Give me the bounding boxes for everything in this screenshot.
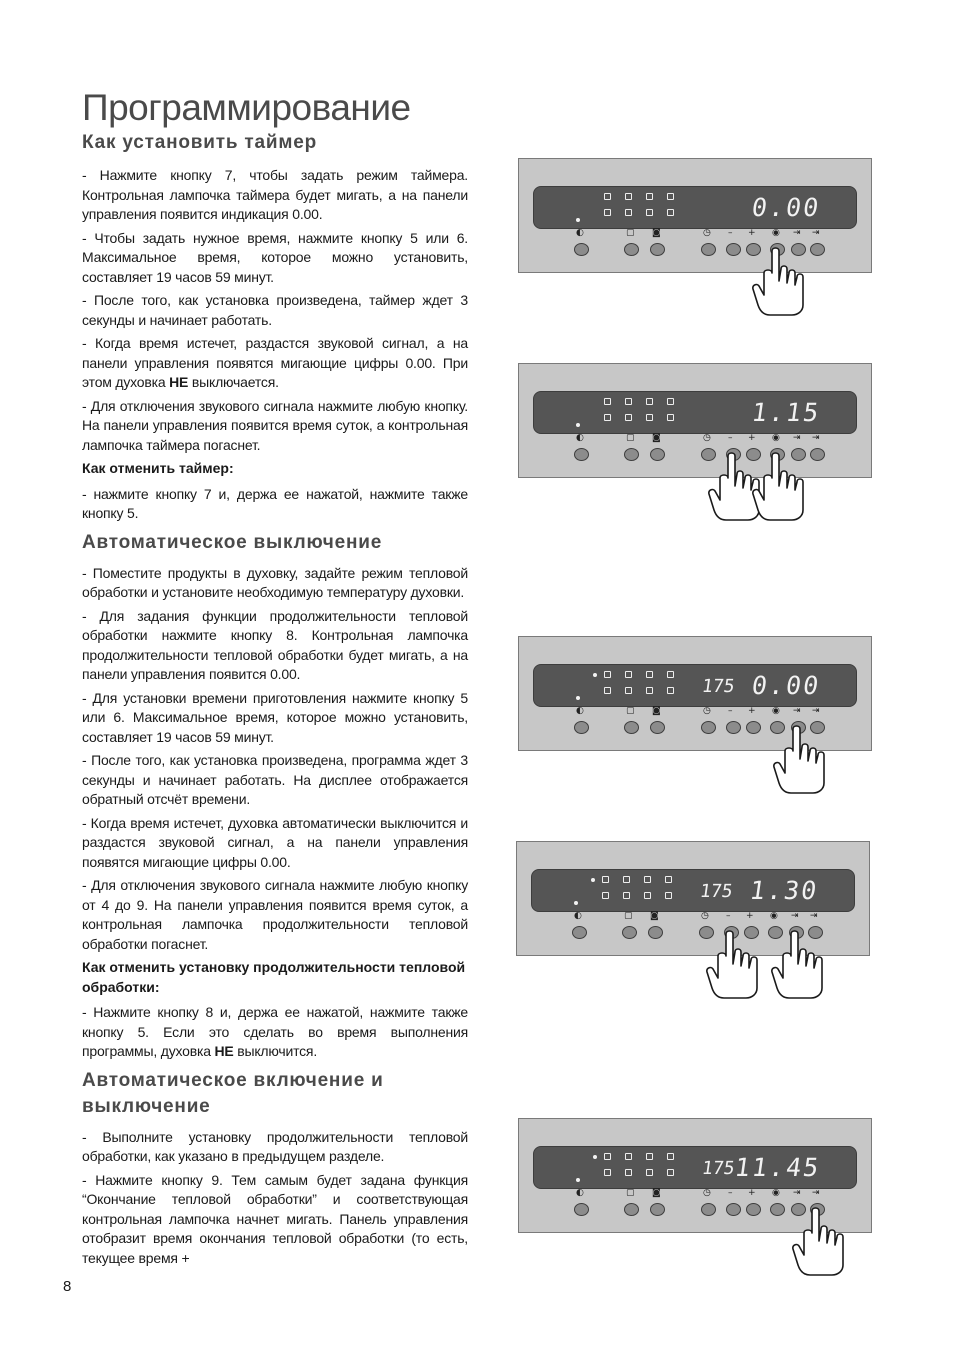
button-symbol: ◷ [703,706,711,716]
mode-icon [646,671,653,678]
button-symbol: ▢ [626,1188,635,1198]
mode-icon [625,398,632,405]
mode-icon [604,671,611,678]
section-heading-auto-on-off: Автоматическое включение и выключение [82,1069,384,1117]
mode-icon [646,1153,653,1160]
panel-button [701,243,716,256]
button-symbol: ◉ [772,228,780,238]
panel-button [624,1203,639,1216]
button-symbol: ◉ [772,706,780,716]
button-symbol: ⇥ [791,911,799,921]
paragraph: - Поместите продукты в духовку, задайте режим тепловой обработки и установите необходимую температуру духовки. [82,564,468,600]
paragraph: - нажмите кнопку 7 и, держа ее нажатой, нажмите также кнопку 5. [82,485,468,521]
panel-button [574,448,589,461]
page-number: 8 [63,1278,72,1295]
time-readout: 0.00 [749,671,823,700]
paragraph: - Нажмите кнопку 8 и, держа ее нажатой, нажмите также кнопку 5. Если это сделать во время выполнения программы, духовка НЕ выключится. [82,1004,468,1059]
paragraph: - Нажмите кнопку 9. Тем самым будет задана функция “Окончание тепловой обработки” и соответствующая контрольная лампочка начнет мигать. Панель управления отобразит время окончания тепловой обработки (то есть, текущее время + [82,1171,468,1266]
indicator-dot [574,901,578,905]
button-symbol: ◙ [652,228,661,238]
paragraph: - Для отключения звукового сигнала нажмите любую кнопку. На панели управления появится время суток, а контрольная лампочка таймера погаснет. [82,397,468,453]
pointing-hand-icon [752,452,804,522]
section-heading-timer: Как установить таймер [82,132,318,153]
paragraph: - Когда время истечет, раздастся звуковой сигнал, а на панели управления появятся мигающие цифры 0.00. При этом духовка НЕ выключается. [82,335,468,390]
temperature-readout: 175 [700,676,736,697]
mode-icon [604,687,611,694]
panel-button [726,1203,741,1216]
button-symbol: – [728,706,733,716]
mode-icon [623,876,630,883]
button-symbol: ◙ [652,433,661,443]
button-symbol: ◉ [770,911,778,921]
subheading-cancel-timer: Как отменить таймер: [82,460,234,476]
mode-icon [604,398,611,405]
display-screen [533,1146,857,1189]
indicator-dot [576,1178,580,1182]
mode-icon [667,209,674,216]
panel-button [701,721,716,734]
mode-icon [604,209,611,216]
paragraph: - После того, как установка произведена, программа ждет 3 секунды и начинает работать. На дисплее отображается обратный отсчёт времени. [82,752,468,807]
button-symbol: – [728,228,733,238]
panel-button [650,721,665,734]
panel-button [746,721,761,734]
oven-panel [518,1118,872,1233]
button-symbol: + [748,706,756,716]
oven-panel [518,636,872,751]
button-symbol: ▢ [624,911,633,921]
panel-button [648,926,663,939]
button-symbol: ◷ [703,228,711,238]
panel-button [726,243,741,256]
button-symbol: ◙ [650,911,659,921]
mode-icon [667,414,674,421]
paragraph: - Нажмите кнопку 7, чтобы задать режим таймера. Контрольная лампочка таймера будет мигать, а на панели управления появится индикация 0.00. [82,167,468,222]
time-readout: 1.30 [747,876,821,905]
display-screen [531,869,855,912]
oven-panel [518,158,872,273]
pointing-hand-icon [773,725,825,795]
button-symbol: ⇥ [812,1188,820,1198]
mode-icon [646,209,653,216]
button-symbol: ◐ [576,433,584,443]
indicator-dot [593,673,597,677]
button-symbol: ▢ [626,706,635,716]
mode-icon [646,687,653,694]
time-readout: 11.45 [732,1153,823,1182]
mode-icon [646,414,653,421]
panel-button [650,448,665,461]
button-symbol: + [748,1188,756,1198]
display-screen [533,186,857,229]
mode-icon [625,671,632,678]
button-symbol: ◙ [652,1188,661,1198]
mode-icon [625,1153,632,1160]
mode-icon [646,398,653,405]
pointing-hand-icon [752,247,804,317]
pointing-hand-icon [706,930,758,1000]
paragraph: - Чтобы задать нужное время, нажмите кнопку 5 или 6. Максимальное время, которое можно установить, составляет 19 часов 59 минут. [82,229,468,285]
mode-icon [667,1169,674,1176]
panel-button [624,721,639,734]
temperature-readout: 175 [700,1158,736,1179]
button-symbol: + [746,911,754,921]
display-screen [533,664,857,707]
button-symbol: ⇥ [812,706,820,716]
button-symbol: ◷ [701,911,709,921]
button-symbol: ◷ [703,433,711,443]
button-symbol: ⇥ [793,1188,801,1198]
panel-button [726,721,741,734]
subheading-cancel-duration: Как отменить установку продолжительности тепловой обработки: [82,959,466,995]
button-symbol: ⇥ [793,433,801,443]
oven-panel [518,363,872,478]
indicator-dot [576,696,580,700]
mode-icon [604,193,611,200]
button-symbol: ⇥ [793,706,801,716]
temperature-readout: 175 [698,881,734,902]
mode-icon [646,193,653,200]
button-symbol: ◐ [574,911,582,921]
paragraph: - После того, как установка произведена, таймер ждет 3 секунды и начинает работать. [82,292,468,328]
indicator-dot [576,218,580,222]
text-column [82,88,468,1272]
panel-button [574,243,589,256]
panel-button [624,243,639,256]
mode-icon [667,671,674,678]
button-symbol: ◉ [772,1188,780,1198]
time-readout: 1.15 [749,398,823,427]
mode-icon [625,687,632,694]
panel-button [701,1203,716,1216]
paragraph: - Для отключения звукового сигнала нажмите любую кнопку от 4 до 9. На панели управления появится время суток, а контрольная лампочка продолжительности тепловой обработки погаснет. [82,877,468,952]
pointing-hand-icon [792,1207,844,1277]
panel-button [574,721,589,734]
mode-icon [625,209,632,216]
panel-button [650,243,665,256]
mode-icon [604,414,611,421]
button-symbol: ▢ [626,228,635,238]
mode-icon [644,876,651,883]
mode-icon [625,1169,632,1176]
mode-icon [602,892,609,899]
paragraph: - Когда время истечет, духовка автоматически выключится и раздастся звуковой сигнал, а на панели управления появятся мигающие цифры 0.00. [82,814,468,870]
indicator-dot [591,878,595,882]
mode-icon [644,892,651,899]
button-symbol: ◙ [652,706,661,716]
pointing-hand-icon [771,930,823,1000]
mode-icon [604,1169,611,1176]
button-symbol: ◐ [576,1188,584,1198]
indicator-dot [593,1155,597,1159]
panel-button [574,1203,589,1216]
panel-button [770,1203,785,1216]
button-symbol: ⇥ [812,228,820,238]
button-symbol: ◷ [703,1188,711,1198]
panel-button [624,448,639,461]
button-symbol: ◉ [772,433,780,443]
mode-icon [625,414,632,421]
panel-button [810,448,825,461]
panel-button [650,1203,665,1216]
mode-icon [646,1169,653,1176]
button-symbol: ⇥ [810,911,818,921]
mode-icon [667,193,674,200]
button-symbol: ◐ [576,228,584,238]
button-symbol: + [748,228,756,238]
panel-button [810,243,825,256]
panel-button [622,926,637,939]
paragraph: - Для установки времени приготовления нажмите кнопку 5 или 6. Максимальное время, которое можно установить, составляет 19 часов 59 минут. [82,689,468,745]
mode-icon [665,876,672,883]
indicator-dot [576,423,580,427]
button-symbol: – [728,433,733,443]
button-symbol: ⇥ [793,228,801,238]
page-title: Программирование [82,87,411,128]
mode-icon [602,876,609,883]
display-screen [533,391,857,434]
button-symbol: – [726,911,731,921]
mode-icon [667,398,674,405]
section-heading-auto-off: Автоматическое выключение [82,531,383,553]
mode-icon [665,892,672,899]
button-symbol: – [728,1188,733,1198]
button-symbol: + [748,433,756,443]
paragraph: - Для задания функции продолжительности тепловой обработки нажмите кнопку 8. Контрольная лампочка продолжительности тепловой обработки будет мигать, а на панели управления появится 0.00. [82,607,468,682]
time-readout: 0.00 [749,193,823,222]
panel-button [746,1203,761,1216]
panel-button [572,926,587,939]
mode-icon [623,892,630,899]
mode-icon [604,1153,611,1160]
mode-icon [625,193,632,200]
mode-icon [667,687,674,694]
mode-icon [667,1153,674,1160]
oven-panel [516,841,870,956]
button-symbol: ◐ [576,706,584,716]
button-symbol: ⇥ [812,433,820,443]
button-symbol: ▢ [626,433,635,443]
paragraph: - Выполните установку продолжительности тепловой обработки, как указано в предыдущем разделе. [82,1128,468,1164]
